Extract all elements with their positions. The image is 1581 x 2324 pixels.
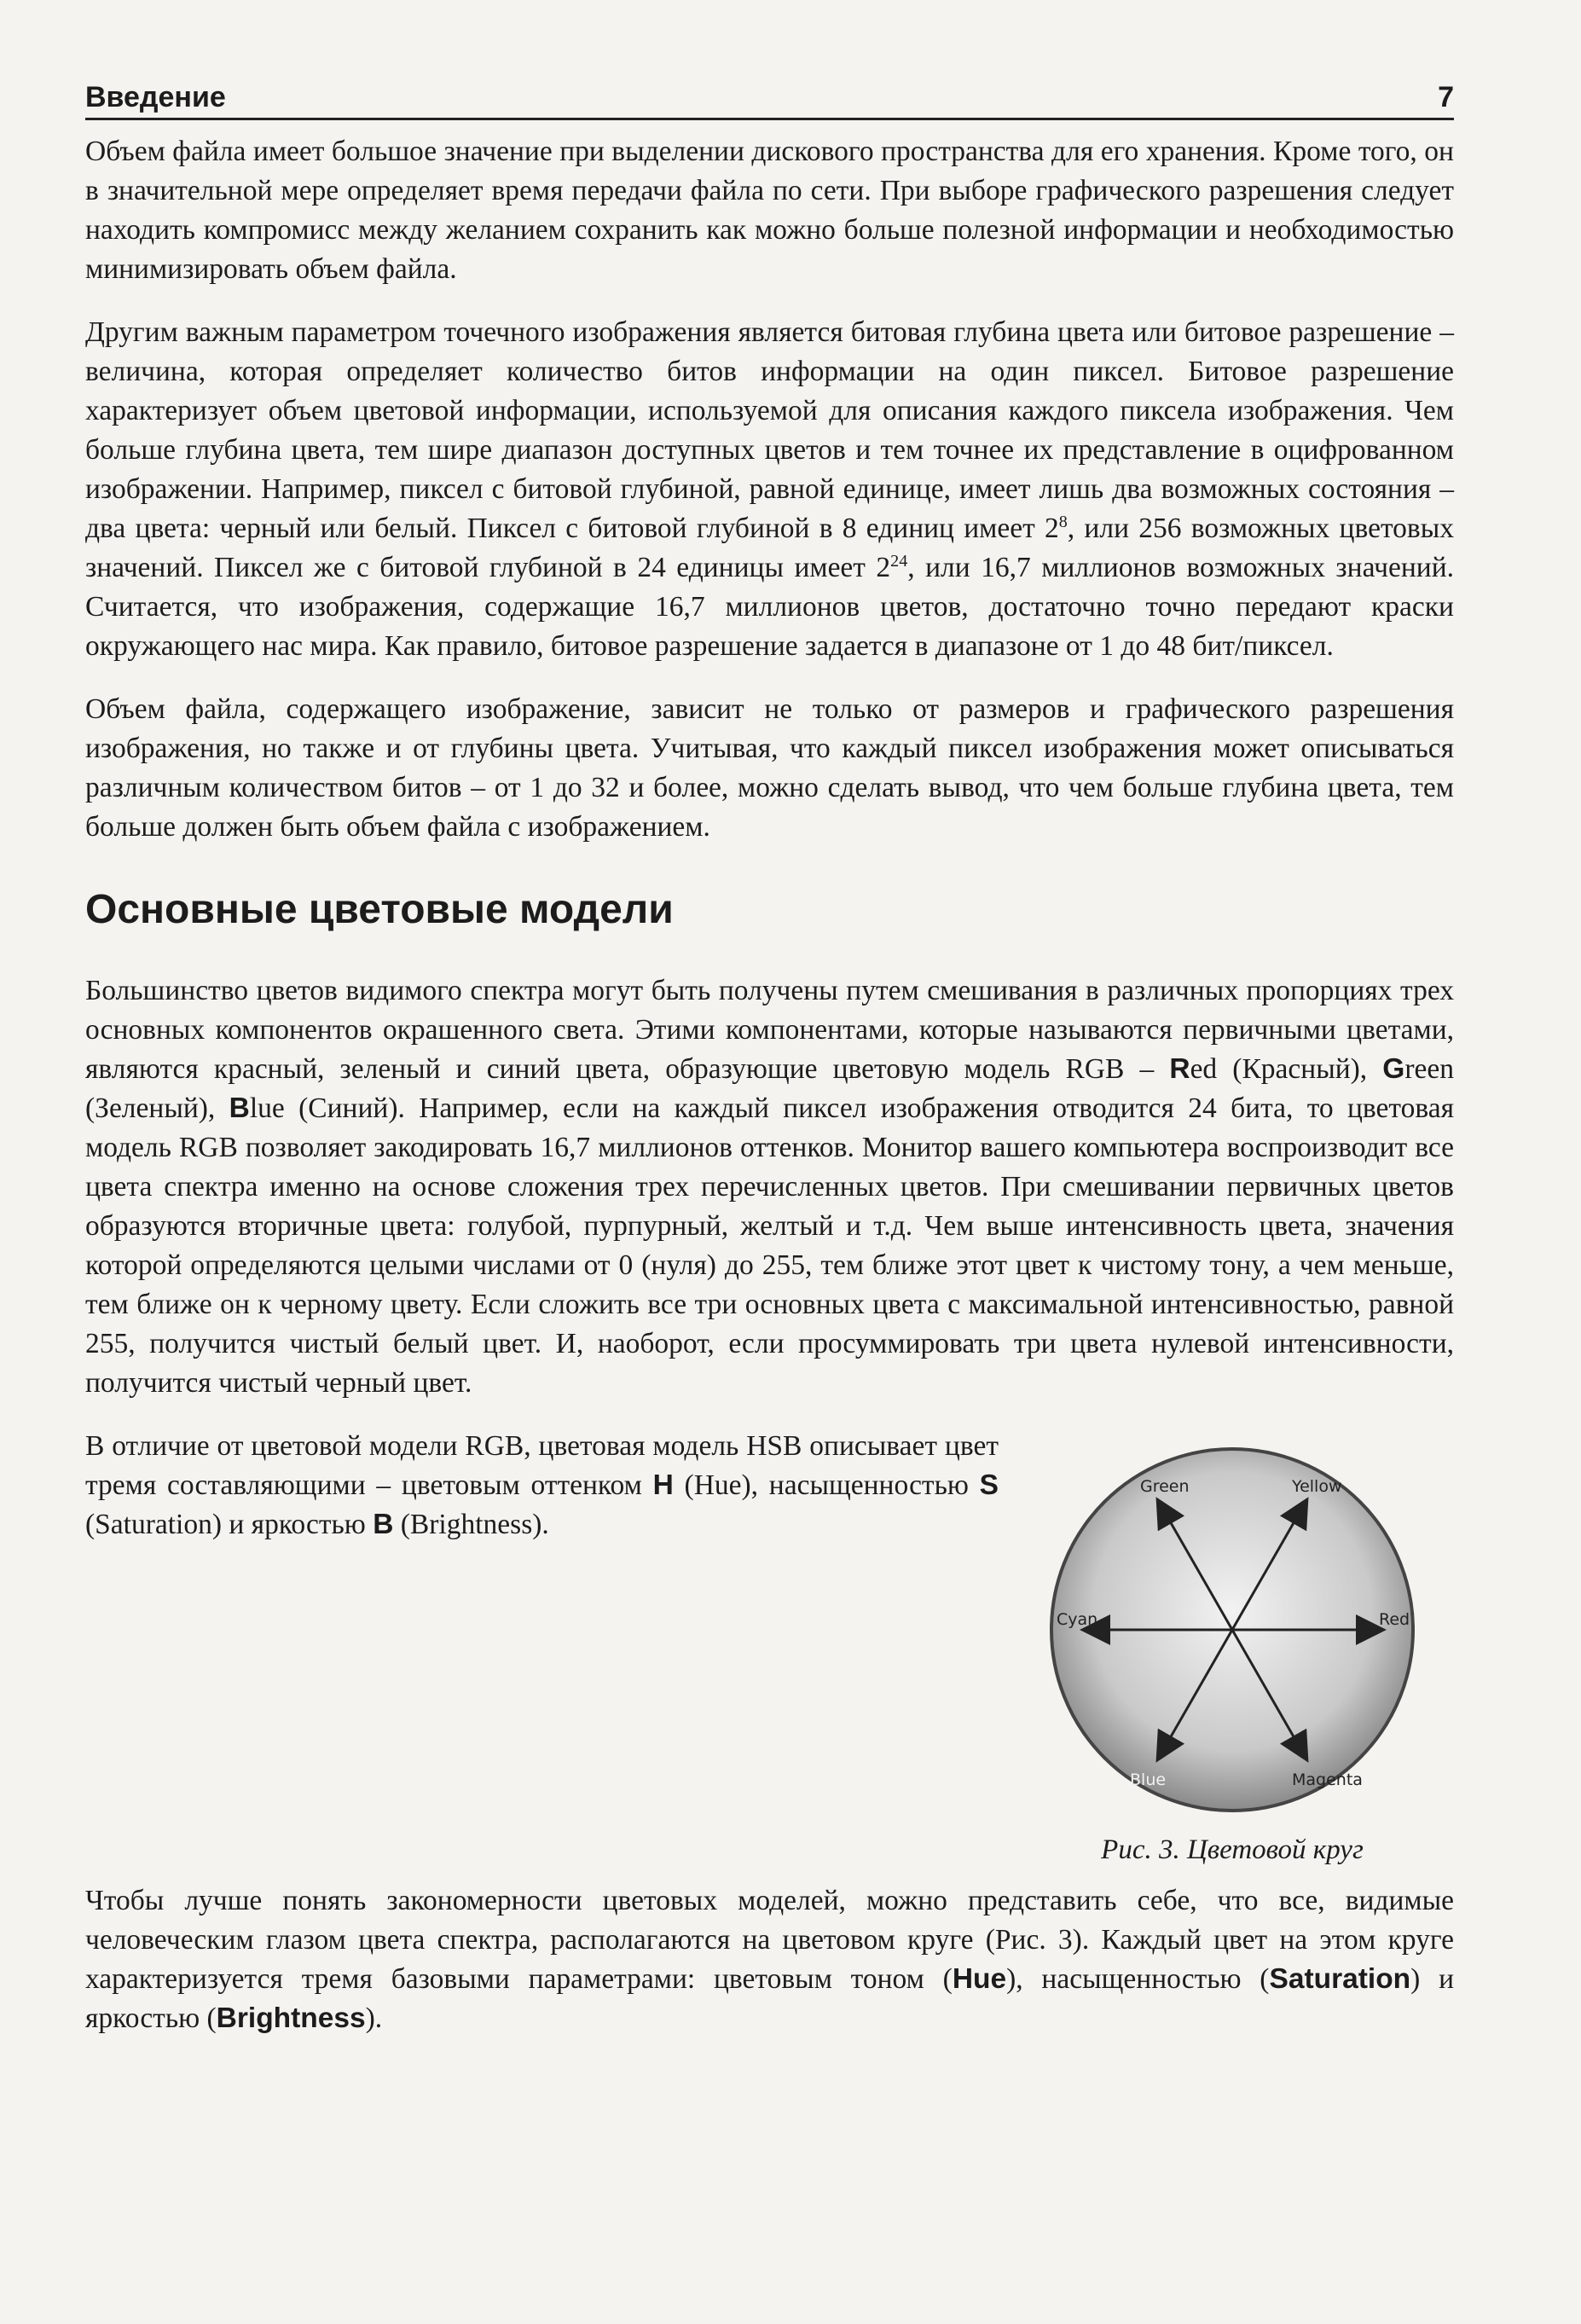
text-run: Большинство цветов видимого спектра могут быть получены путем смешивания в различных пропорциях трех основных компонентов окрашенного света. Этими компонентами, которые называются первичными цветами, являются красный, зеленый и синий цвета, образующие цветовую модель RGB – xyxy=(85,975,1454,1085)
label-magenta: Magenta xyxy=(1292,1771,1363,1789)
text-run: , или 256 возможных цветовых значений. Пиксел же с битовой глубиной в 24 единицы имеет 2 xyxy=(85,513,1454,583)
page xyxy=(85,81,1454,2062)
text-run: ), насыщенностью ( xyxy=(1006,1963,1270,1995)
letter-s: S xyxy=(979,1469,999,1501)
initial-letter: G xyxy=(1382,1053,1405,1085)
text-run: (Saturation) и яркостью xyxy=(85,1509,374,1540)
paragraph-3: Объем файла, содержащего изображение, зависит не только от размеров и графического разрешения изображения, но также и от глубины цвета. Учитывая, что каждый пиксел изображения может описываться различным количеством битов – от 1 до 32 и более, можно сделать вывод, что чем больше глубина цвета, тем больше должен быть объем файла с изображением. xyxy=(85,693,1454,843)
text-run: (Hue), насыщенностью xyxy=(673,1469,980,1501)
paragraph-2 xyxy=(85,313,1454,666)
paragraph-6 xyxy=(85,1881,1454,2038)
text-run: (Brightness). xyxy=(393,1509,549,1540)
running-header xyxy=(85,81,1454,120)
label-cyan: Cyan xyxy=(1057,1610,1098,1629)
paragraph-4 xyxy=(85,971,1454,1403)
label-red: Red xyxy=(1379,1610,1410,1629)
initial-letter: B xyxy=(229,1092,250,1124)
label-blue: Blue xyxy=(1130,1771,1167,1789)
term-saturation: Saturation xyxy=(1269,1963,1411,1995)
text-run: , или 16,7 миллионов возможных значений. Считается, что изображения, содержащие 16,7 миллионов цветов, достаточно точно передают краски окружающего нас мира. Как правило, битовое разрешение задается в диапазоне от 1 до 48 бит/пиксел. xyxy=(85,552,1454,662)
paragraph-1: Объем файла имеет большое значение при выделении дискового пространства для его хранения. Кроме того, он в значительной мере определяет время передачи файла по сети. При выборе графического разрешения следует находить компромисс между желанием сохранить как можно больше полезной информации и необходимостью минимизировать объем файла. xyxy=(85,136,1454,285)
text-run: В отличие от цветовой модели RGB, цветовая модель HSB описывает цвет тремя составляющими – цветовым оттенком xyxy=(85,1430,999,1501)
text-run: ed (Красный), xyxy=(1190,1053,1383,1085)
letter-h: H xyxy=(652,1469,674,1501)
page-number: 7 xyxy=(1438,81,1454,113)
superscript: 8 xyxy=(1058,512,1068,531)
figure-caption: Рис. 3. Цветовой круг xyxy=(1101,1834,1364,1865)
initial-letter: R xyxy=(1169,1053,1190,1085)
color-wheel-figure xyxy=(1028,1442,1437,1866)
term-hue: Hue xyxy=(952,1963,1007,1995)
term-brightness: Brightness xyxy=(216,2002,366,2034)
letter-b: B xyxy=(373,1509,394,1540)
color-wheel-diagram xyxy=(1045,1442,1420,1817)
section-heading: Основные цветовые модели xyxy=(85,887,674,932)
text-run: Чтобы лучше понять закономерности цветовых моделей, можно представить себе, что все, видимые человеческим глазом цвета спектра, располагаются на цветовом круге (Рис. 3). Каждый цвет на этом круге характеризуется тремя базовыми параметрами: цветовым тоном ( xyxy=(85,1885,1454,1995)
section-title: Введение xyxy=(85,81,226,113)
superscript: 24 xyxy=(890,551,908,571)
label-yellow: Yellow xyxy=(1292,1477,1342,1496)
label-green: Green xyxy=(1140,1477,1190,1496)
text-run: ). xyxy=(365,2002,383,2034)
text-run: reen (Зеленый), xyxy=(85,1053,1454,1124)
text-run: lue (Синий). Например, если на каждый пиксел изображения отводится 24 бита, то цветовая модель RGB позволяет закодировать 16,7 миллионов оттенков. Монитор вашего компьютера воспроизводит все цвета спектра именно на основе сложения трех перечисленных цветов. При смешивании первичных цветов образуются вторичные цвета: голубой, пурпурный, желтый и т.д. Чем выше интенсивность цвета, значения которой определяются целыми числами от 0 (нуля) до 255, тем ближе этот цвет к чистому тону, а чем меньше, тем ближе он к черному цвету. Если сложить все три основных цвета с максимальной интенсивностью, равной 255, получится чистый белый цвет. И, наоборот, если просуммировать три цвета нулевой интенсивности, получится чистый черный цвет. xyxy=(85,1092,1455,1399)
text-run: ) и яркостью ( xyxy=(85,1963,1454,2034)
text-run: Другим важным параметром точечного изображения является битовая глубина цвета или битовое разрешение – величина, которая определяет количество битов информации на один пиксел. Битовое разрешение характеризует объем цветовой информации, используемой для описания каждого пиксела изображения. Чем больше глубина цвета, тем шире диапазон доступных цветов и тем точнее их представление в оцифрованном изображении. Например, пиксел с битовой глубиной, равной единице, имеет лишь два возможных состояния – два цвета: черный или белый. Пиксел с битовой глубиной в 8 единиц имеет 2 xyxy=(85,316,1454,544)
